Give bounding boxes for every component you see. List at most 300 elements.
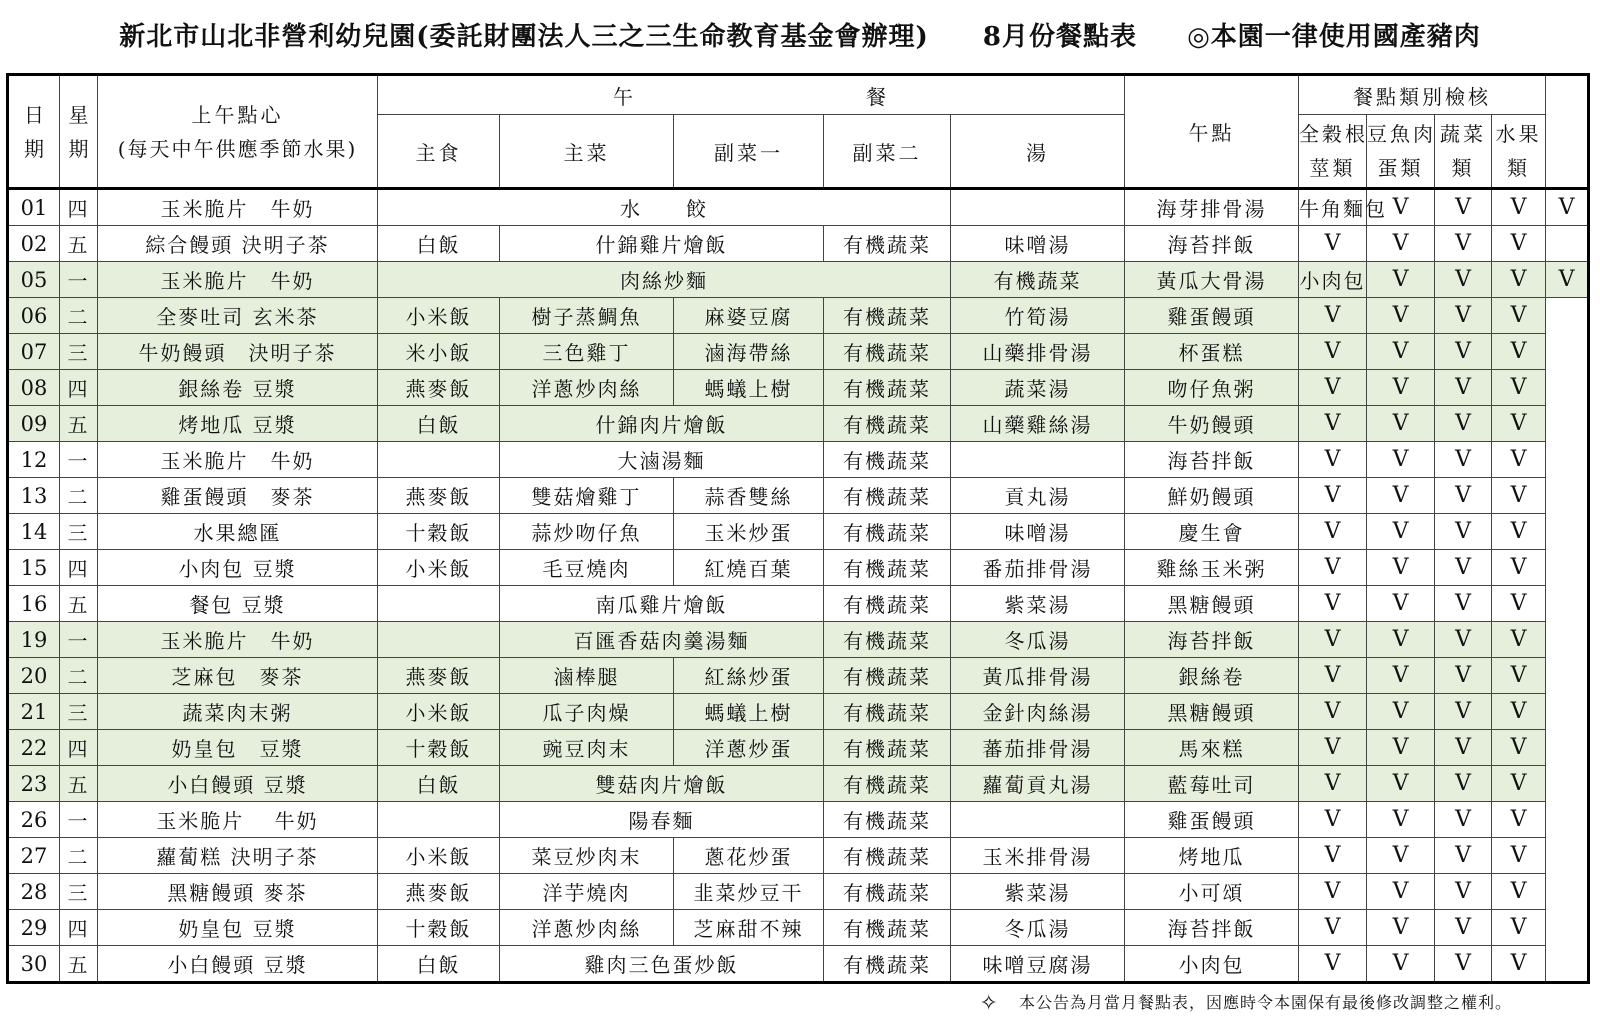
side2-cell: 有機蔬菜	[824, 298, 951, 334]
date-cell: 26	[8, 802, 60, 838]
afternoon-snack-cell: 海苔拌飯	[1125, 442, 1299, 478]
check-mark: V	[1492, 370, 1546, 406]
check-mark: V	[1492, 442, 1546, 478]
staple-cell	[378, 802, 500, 838]
staple-cell: 燕麥飯	[378, 370, 500, 406]
header-staple: 主食	[378, 115, 500, 189]
main-dish-cell: 洋蔥炒肉絲	[500, 370, 674, 406]
morning-snack-cell: 小肉包 豆漿	[98, 550, 378, 586]
staple-cell: 小米飯	[378, 298, 500, 334]
soup-cell: 黃瓜排骨湯	[951, 658, 1125, 694]
header-check-veg: 蔬菜 類	[1435, 115, 1492, 189]
check-mark: V	[1299, 406, 1367, 442]
date-cell: 21	[8, 694, 60, 730]
afternoon-snack-cell: 鮮奶饅頭	[1125, 478, 1299, 514]
weekday-cell: 三	[60, 514, 98, 550]
side1-cell: 紅燒百葉	[674, 550, 824, 586]
table-row	[8, 874, 1589, 910]
check-mark: V	[1299, 694, 1367, 730]
side1-cell: 韭菜炒豆干	[674, 874, 824, 910]
check-mark: V	[1435, 766, 1492, 802]
morning-snack-cell: 黑糖饅頭 麥茶	[98, 874, 378, 910]
check-mark: V	[1299, 370, 1367, 406]
check-mark: V	[1492, 478, 1546, 514]
check-mark: V	[1492, 622, 1546, 658]
check-mark: V	[1367, 838, 1435, 874]
morning-snack-cell: 玉米脆片 牛奶	[98, 189, 378, 226]
meal-rows	[8, 189, 1589, 983]
staple-cell: 小米飯	[378, 550, 500, 586]
check-mark: V	[1367, 550, 1435, 586]
check-mark: V	[1367, 298, 1435, 334]
date-cell: 13	[8, 478, 60, 514]
check-mark: V	[1492, 874, 1546, 910]
soup-cell: 味噌湯	[951, 514, 1125, 550]
side2-cell: 有機蔬菜	[824, 658, 951, 694]
header-side2: 副菜二	[824, 115, 951, 189]
check-mark: V	[1299, 622, 1367, 658]
main-dish-cell: 瓜子肉燥	[500, 694, 674, 730]
main-dish-cell: 什錦雞片燴飯	[500, 226, 824, 262]
afternoon-snack-cell: 雞蛋饅頭	[1125, 802, 1299, 838]
morning-snack-cell: 奶皇包 豆漿	[98, 910, 378, 946]
staple-cell: 白飯	[378, 946, 500, 983]
afternoon-snack-cell: 慶生會	[1125, 514, 1299, 550]
check-mark: V	[1435, 478, 1492, 514]
check-mark: V	[1435, 370, 1492, 406]
main-dish-cell: 豌豆肉末	[500, 730, 674, 766]
morning-snack-cell: 銀絲卷 豆漿	[98, 370, 378, 406]
staple-cell: 白飯	[378, 226, 500, 262]
table-row	[8, 298, 1589, 334]
check-mark: V	[1492, 334, 1546, 370]
weekday-cell: 二	[60, 298, 98, 334]
check-mark: V	[1367, 406, 1435, 442]
check-mark: V	[1435, 262, 1492, 298]
main-dish-cell: 樹子蒸鯛魚	[500, 298, 674, 334]
staple-cell: 十穀飯	[378, 514, 500, 550]
morning-snack-cell: 芝麻包 麥茶	[98, 658, 378, 694]
main-dish-cell: 雙菇肉片燴飯	[500, 766, 824, 802]
header-side1: 副菜一	[674, 115, 824, 189]
check-mark: V	[1492, 946, 1546, 983]
lunch-combined-cell: 肉絲炒麵	[378, 262, 951, 298]
weekday-cell: 三	[60, 694, 98, 730]
check-mark: V	[1299, 298, 1367, 334]
check-mark: V	[1435, 189, 1492, 226]
morning-snack-cell: 玉米脆片 牛奶	[98, 262, 378, 298]
table-row	[8, 838, 1589, 874]
weekday-cell: 五	[60, 946, 98, 983]
afternoon-snack-cell: 藍莓吐司	[1125, 766, 1299, 802]
side1-cell: 蒜香雙絲	[674, 478, 824, 514]
soup-cell: 山藥排骨湯	[951, 334, 1125, 370]
side2-cell: 有機蔬菜	[824, 586, 951, 622]
date-cell: 07	[8, 334, 60, 370]
soup-cell: 味噌湯	[951, 226, 1125, 262]
morning-snack-cell: 牛奶饅頭 決明子茶	[98, 334, 378, 370]
check-mark: V	[1299, 802, 1367, 838]
main-dish-cell: 洋蔥炒肉絲	[500, 910, 674, 946]
check-mark: V	[1435, 802, 1492, 838]
table-row	[8, 189, 1589, 226]
staple-cell	[378, 586, 500, 622]
check-mark: V	[1492, 226, 1546, 262]
check-mark: V	[1435, 910, 1492, 946]
afternoon-snack-cell: 黑糖饅頭	[1125, 694, 1299, 730]
soup-cell: 金針肉絲湯	[951, 694, 1125, 730]
weekday-cell: 四	[60, 550, 98, 586]
side2-cell: 有機蔬菜	[824, 910, 951, 946]
staple-cell: 白飯	[378, 766, 500, 802]
soup-cell	[951, 802, 1125, 838]
afternoon-snack-cell: 海苔拌飯	[1125, 622, 1299, 658]
check-mark: V	[1299, 478, 1367, 514]
header-lunch: 午 餐	[378, 75, 1125, 115]
side1-cell: 洋蔥炒蛋	[674, 730, 824, 766]
main-dish-cell: 毛豆燒肉	[500, 550, 674, 586]
table-row	[8, 550, 1589, 586]
check-mark: V	[1299, 838, 1367, 874]
staple-cell: 燕麥飯	[378, 874, 500, 910]
main-dish-cell: 雞肉三色蛋炒飯	[500, 946, 824, 983]
check-mark: V	[1367, 730, 1435, 766]
table-row	[8, 802, 1589, 838]
soup-cell: 海芽排骨湯	[1125, 189, 1299, 226]
check-mark: V	[1492, 802, 1546, 838]
check-mark: V	[1299, 334, 1367, 370]
weekday-cell: 四	[60, 730, 98, 766]
date-cell: 14	[8, 514, 60, 550]
check-mark: V	[1299, 730, 1367, 766]
date-cell: 22	[8, 730, 60, 766]
afternoon-snack-cell: 牛奶饅頭	[1125, 406, 1299, 442]
header-check-protein: 豆魚肉 蛋類	[1367, 115, 1435, 189]
weekday-cell: 二	[60, 838, 98, 874]
footer-notice	[980, 990, 1512, 1016]
check-mark: V	[1435, 334, 1492, 370]
table-row	[8, 622, 1589, 658]
side2-cell: 有機蔬菜	[824, 514, 951, 550]
date-cell: 05	[8, 262, 60, 298]
side2-cell: 有機蔬菜	[824, 694, 951, 730]
side1-cell: 蔥花炒蛋	[674, 838, 824, 874]
staple-cell: 白飯	[378, 406, 500, 442]
afternoon-snack-cell: 黑糖饅頭	[1125, 586, 1299, 622]
afternoon-snack-cell: 銀絲卷	[1125, 658, 1299, 694]
side2-cell: 有機蔬菜	[824, 802, 951, 838]
staple-cell: 十穀飯	[378, 730, 500, 766]
check-mark: V	[1492, 550, 1546, 586]
check-mark: V	[1546, 262, 1589, 298]
side2-cell: 有機蔬菜	[824, 478, 951, 514]
check-mark: V	[1435, 622, 1492, 658]
morning-snack-cell: 蔬菜肉末粥	[98, 694, 378, 730]
weekday-cell: 四	[60, 189, 98, 226]
check-mark: V	[1367, 910, 1435, 946]
side1-cell: 紅絲炒蛋	[674, 658, 824, 694]
table-row	[8, 694, 1589, 730]
table-row	[8, 442, 1589, 478]
check-mark: V	[1367, 189, 1435, 226]
side2-cell: 有機蔬菜	[824, 406, 951, 442]
table-row	[8, 334, 1589, 370]
check-mark: V	[1367, 874, 1435, 910]
check-mark: V	[1492, 262, 1546, 298]
soup-cell: 冬瓜湯	[951, 910, 1125, 946]
morning-snack-cell: 烤地瓜 豆漿	[98, 406, 378, 442]
check-mark: V	[1492, 514, 1546, 550]
check-mark: V	[1492, 766, 1546, 802]
date-cell: 27	[8, 838, 60, 874]
date-cell: 09	[8, 406, 60, 442]
check-mark: V	[1367, 514, 1435, 550]
check-mark: V	[1435, 874, 1492, 910]
afternoon-snack-cell: 小肉包	[1125, 946, 1299, 983]
morning-snack-cell: 綜合饅頭 決明子茶	[98, 226, 378, 262]
check-mark: V	[1299, 550, 1367, 586]
main-dish-cell: 雙菇燴雞丁	[500, 478, 674, 514]
morning-snack-cell: 餐包 豆漿	[98, 586, 378, 622]
check-mark: V	[1367, 442, 1435, 478]
side2-cell: 有機蔬菜	[824, 622, 951, 658]
table-row	[8, 910, 1589, 946]
table-row	[8, 406, 1589, 442]
header-weekday: 星期	[60, 75, 98, 189]
check-mark: V	[1299, 226, 1367, 262]
date-cell: 15	[8, 550, 60, 586]
date-cell: 19	[8, 622, 60, 658]
table-row	[8, 946, 1589, 983]
main-dish-cell: 菜豆炒肉末	[500, 838, 674, 874]
side2-cell: 有機蔬菜	[824, 370, 951, 406]
morning-snack-cell: 蘿蔔糕 決明子茶	[98, 838, 378, 874]
weekday-cell: 一	[60, 622, 98, 658]
date-cell: 28	[8, 874, 60, 910]
check-mark: V	[1299, 586, 1367, 622]
check-mark: V	[1435, 406, 1492, 442]
afternoon-snack-cell: 雞蛋饅頭	[1125, 298, 1299, 334]
side2-cell: 有機蔬菜	[824, 442, 951, 478]
header-soup: 湯	[951, 115, 1125, 189]
check-mark: V	[1435, 730, 1492, 766]
afternoon-snack-cell: 吻仔魚粥	[1125, 370, 1299, 406]
date-cell: 06	[8, 298, 60, 334]
date-cell: 08	[8, 370, 60, 406]
weekday-cell: 一	[60, 802, 98, 838]
page-title	[0, 16, 1600, 53]
check-mark: V	[1492, 910, 1546, 946]
side1-cell: 玉米炒蛋	[674, 514, 824, 550]
check-mark: V	[1367, 694, 1435, 730]
side1-cell: 螞蟻上樹	[674, 694, 824, 730]
check-mark: V	[1367, 622, 1435, 658]
weekday-cell: 三	[60, 874, 98, 910]
check-mark: V	[1299, 514, 1367, 550]
afternoon-snack-cell: 烤地瓜	[1125, 838, 1299, 874]
notice-text: 本公告為月當月餐點表，因應時令本園保有最後修改調整之權利。	[1018, 993, 1512, 1012]
main-dish-cell: 三色雞丁	[500, 334, 674, 370]
main-dish-cell: 南瓜雞片燴飯	[500, 586, 824, 622]
header-main-dish: 主菜	[500, 115, 674, 189]
check-mark: V	[1435, 946, 1492, 983]
check-mark: V	[1367, 586, 1435, 622]
side1-cell: 麻婆豆腐	[674, 298, 824, 334]
check-mark: V	[1299, 658, 1367, 694]
soup-cell: 冬瓜湯	[951, 622, 1125, 658]
check-mark: V	[1435, 658, 1492, 694]
morning-snack-cell: 小白饅頭 豆漿	[98, 766, 378, 802]
table-row	[8, 262, 1589, 298]
weekday-cell: 四	[60, 910, 98, 946]
main-dish-cell: 洋芋燒肉	[500, 874, 674, 910]
side2-cell: 有機蔬菜	[824, 334, 951, 370]
check-mark: V	[1299, 910, 1367, 946]
check-mark: V	[1299, 874, 1367, 910]
table-row	[8, 370, 1589, 406]
date-cell: 30	[8, 946, 60, 983]
afternoon-snack-cell: 海苔拌飯	[1125, 226, 1299, 262]
soup-cell: 黃瓜大骨湯	[1125, 262, 1299, 298]
check-mark: V	[1299, 946, 1367, 983]
weekday-cell: 五	[60, 406, 98, 442]
check-mark: V	[1367, 946, 1435, 983]
soup-cell: 蔬菜湯	[951, 370, 1125, 406]
staple-cell: 小米飯	[378, 838, 500, 874]
check-mark: V	[1492, 838, 1546, 874]
side2-cell: 有機蔬菜	[824, 766, 951, 802]
side2-cell: 有機蔬菜	[824, 550, 951, 586]
check-mark: V	[1492, 406, 1546, 442]
afternoon-snack-cell: 海苔拌飯	[1125, 910, 1299, 946]
check-mark: V	[1546, 189, 1589, 226]
check-mark: V	[1435, 298, 1492, 334]
check-mark: V	[1435, 838, 1492, 874]
meal-table	[6, 73, 1590, 984]
morning-snack-cell: 雞蛋饅頭 麥茶	[98, 478, 378, 514]
header-check-grain: 全穀根 莖類	[1299, 115, 1367, 189]
staple-cell: 小米飯	[378, 694, 500, 730]
date-cell: 16	[8, 586, 60, 622]
weekday-cell: 五	[60, 226, 98, 262]
table-row	[8, 586, 1589, 622]
side2-cell: 有機蔬菜	[824, 946, 951, 983]
afternoon-snack-cell: 小肉包	[1299, 262, 1367, 298]
morning-snack-cell: 玉米脆片 牛奶	[98, 802, 378, 838]
header-afternoon-snack: 午點	[1125, 75, 1299, 189]
check-mark: V	[1367, 370, 1435, 406]
main-dish-cell: 陽春麵	[500, 802, 824, 838]
side2-cell: 有機蔬菜	[824, 838, 951, 874]
main-dish-cell: 滷棒腿	[500, 658, 674, 694]
morning-snack-cell: 奶皇包 豆漿	[98, 730, 378, 766]
check-mark: V	[1435, 514, 1492, 550]
date-cell: 20	[8, 658, 60, 694]
soup-cell: 蘿蔔貢丸湯	[951, 766, 1125, 802]
table-row	[8, 658, 1589, 694]
morning-snack-cell: 小白饅頭 豆漿	[98, 946, 378, 983]
main-dish-cell: 什錦肉片燴飯	[500, 406, 824, 442]
soup-cell: 番茄排骨湯	[951, 550, 1125, 586]
header-check: 餐點類別檢核	[1299, 75, 1546, 115]
weekday-cell: 一	[60, 442, 98, 478]
staple-cell: 米小飯	[378, 334, 500, 370]
staple-cell	[378, 622, 500, 658]
school-name: 新北市山北非營利幼兒園(委託財團法人三之三生命教育基金會辦理)	[119, 22, 929, 52]
staple-cell: 燕麥飯	[378, 478, 500, 514]
soup-cell: 紫菜湯	[951, 586, 1125, 622]
afternoon-snack-cell: 小可頌	[1125, 874, 1299, 910]
date-cell: 23	[8, 766, 60, 802]
weekday-cell: 二	[60, 658, 98, 694]
staple-cell: 十穀飯	[378, 910, 500, 946]
afternoon-snack-cell: 牛角麵包	[1299, 189, 1367, 226]
check-mark: V	[1492, 586, 1546, 622]
table-row	[8, 730, 1589, 766]
soup-cell: 竹筍湯	[951, 298, 1125, 334]
side2-cell: 有機蔬菜	[824, 874, 951, 910]
afternoon-snack-cell: 馬來糕	[1125, 730, 1299, 766]
check-mark: V	[1492, 189, 1546, 226]
menu-month: 8月份餐點表	[982, 22, 1137, 52]
header-date: 日期	[8, 75, 60, 189]
soup-cell: 玉米排骨湯	[951, 838, 1125, 874]
side2-cell: 有機蔬菜	[951, 262, 1125, 298]
main-dish-cell: 蒜炒吻仔魚	[500, 514, 674, 550]
date-cell: 29	[8, 910, 60, 946]
afternoon-snack-cell: 杯蛋糕	[1125, 334, 1299, 370]
table-row	[8, 514, 1589, 550]
check-mark: V	[1492, 730, 1546, 766]
table-row	[8, 766, 1589, 802]
check-mark: V	[1492, 658, 1546, 694]
main-dish-cell: 大滷湯麵	[500, 442, 824, 478]
check-mark: V	[1367, 262, 1435, 298]
check-mark: V	[1435, 586, 1492, 622]
check-mark: V	[1367, 766, 1435, 802]
check-mark: V	[1435, 226, 1492, 262]
header-check-fruit: 水果 類	[1492, 115, 1546, 189]
side2-cell: 有機蔬菜	[824, 730, 951, 766]
afternoon-snack-cell: 雞絲玉米粥	[1125, 550, 1299, 586]
morning-snack-cell: 玉米脆片 牛奶	[98, 442, 378, 478]
weekday-cell: 三	[60, 334, 98, 370]
side2-cell: 有機蔬菜	[824, 226, 951, 262]
lunch-combined-cell: 水 餃	[378, 189, 951, 226]
check-mark: V	[1299, 442, 1367, 478]
soup-cell: 紫菜湯	[951, 874, 1125, 910]
header-morning-snack: 上午點心 (每天中午供應季節水果)	[98, 75, 378, 189]
pork-notice: ◎本園一律使用國產豬肉	[1187, 22, 1481, 52]
weekday-cell: 五	[60, 766, 98, 802]
main-dish-cell: 百匯香菇肉羹湯麵	[500, 622, 824, 658]
soup-cell: 貢丸湯	[951, 478, 1125, 514]
side1-cell: 螞蟻上樹	[674, 370, 824, 406]
morning-snack-cell: 水果總匯	[98, 514, 378, 550]
table-row	[8, 478, 1589, 514]
check-mark: V	[1367, 334, 1435, 370]
table-row	[8, 226, 1589, 262]
side2-cell	[951, 189, 1125, 226]
morning-snack-cell: 玉米脆片 牛奶	[98, 622, 378, 658]
weekday-cell: 一	[60, 262, 98, 298]
soup-cell: 山藥雞絲湯	[951, 406, 1125, 442]
check-mark: V	[1367, 478, 1435, 514]
soup-cell: 蕃茄排骨湯	[951, 730, 1125, 766]
date-cell: 02	[8, 226, 60, 262]
check-mark: V	[1299, 766, 1367, 802]
check-mark: V	[1435, 442, 1492, 478]
